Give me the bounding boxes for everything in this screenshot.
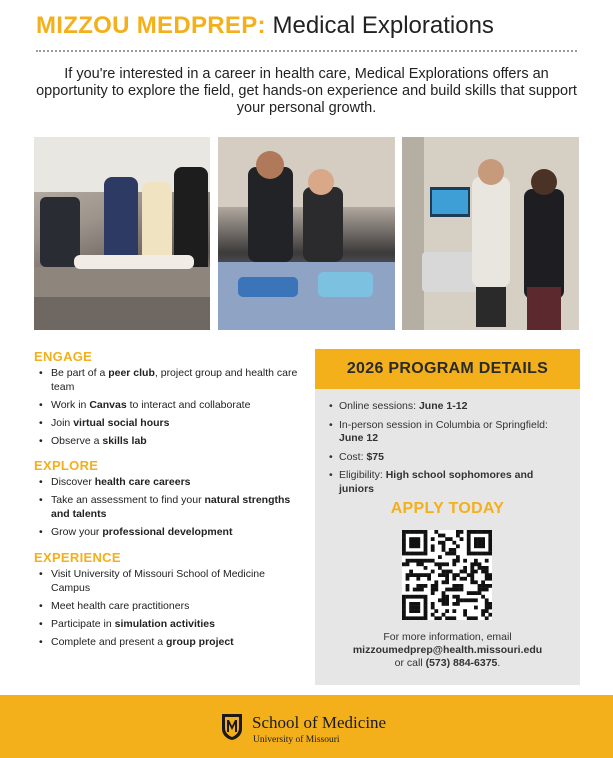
mizzou-shield-logo-icon (221, 713, 243, 741)
list-item: • Be part of a peer club, project group and health care team (38, 367, 298, 394)
detail-item: • Eligibility: High school sophomores and juniors (329, 469, 567, 496)
school-name: School of Medicine (252, 713, 387, 732)
explore-list (38, 476, 298, 544)
detail-item: • In-person session in Columbia or Springfield: June 12 (329, 419, 567, 446)
explore-heading: EXPLORE (34, 458, 99, 473)
list-item: • Observe a skills lab (38, 435, 298, 449)
list-item: • Visit University of Missouri School of Medicine Campus (38, 568, 298, 595)
photo-skills-lab (218, 137, 395, 330)
program-details-heading: 2026 PROGRAM DETAILS (315, 349, 580, 389)
contact-line: For more information, email (383, 631, 512, 643)
list-item: • Meet health care practitioners (38, 600, 298, 614)
qr-code[interactable] (402, 530, 492, 620)
list-item: • Complete and present a group project (38, 636, 298, 650)
engage-heading: ENGAGE (34, 349, 93, 364)
photo-simulation-illustration (402, 137, 579, 330)
university-name: University of Missouri (253, 735, 340, 745)
contact-email-link[interactable]: mizzoumedprep@health.missouri.edu (352, 644, 543, 656)
experience-heading: EXPERIENCE (34, 550, 121, 565)
list-item: • Join virtual social hours (38, 417, 298, 431)
list-item: • Work in Canvas to interact and collaborate (38, 399, 298, 413)
brand-title: MIZZOU MEDPREP: (36, 12, 266, 39)
experience-list (38, 568, 298, 654)
engage-list (38, 367, 298, 453)
program-details-list (329, 400, 567, 501)
page-title (36, 12, 494, 40)
contact-info: For more information, email mizzoumedprep@health.missouri.edu or call (573) 884-6375. (315, 631, 580, 670)
list-item: • Discover health care careers (38, 476, 298, 490)
dotted-divider (36, 50, 577, 52)
detail-item: • Cost: $75 (329, 451, 567, 465)
qr-code-pattern (402, 530, 492, 620)
photo-casting-illustration (34, 137, 210, 330)
list-item: • Take an assessment to find your natural strengths and talents (38, 494, 298, 521)
intro-paragraph: If you're interested in a career in health care, Medical Explorations offers an opportunity to explore the field, get hands-on experience and build skills that support your personal growth. (36, 66, 577, 116)
list-item: • Participate in simulation activities (38, 618, 298, 632)
apply-today-heading: APPLY TODAY (390, 500, 505, 517)
list-item: • Grow your professional development (38, 526, 298, 540)
contact-phone[interactable]: (573) 884-6375 (425, 657, 498, 669)
photo-skills-lab-illustration (218, 137, 395, 330)
photo-simulation-center (402, 137, 579, 330)
photo-casting-practice (34, 137, 210, 330)
detail-item: • Online sessions: June 1-12 (329, 400, 567, 414)
program-title: Medical Explorations (265, 12, 494, 39)
